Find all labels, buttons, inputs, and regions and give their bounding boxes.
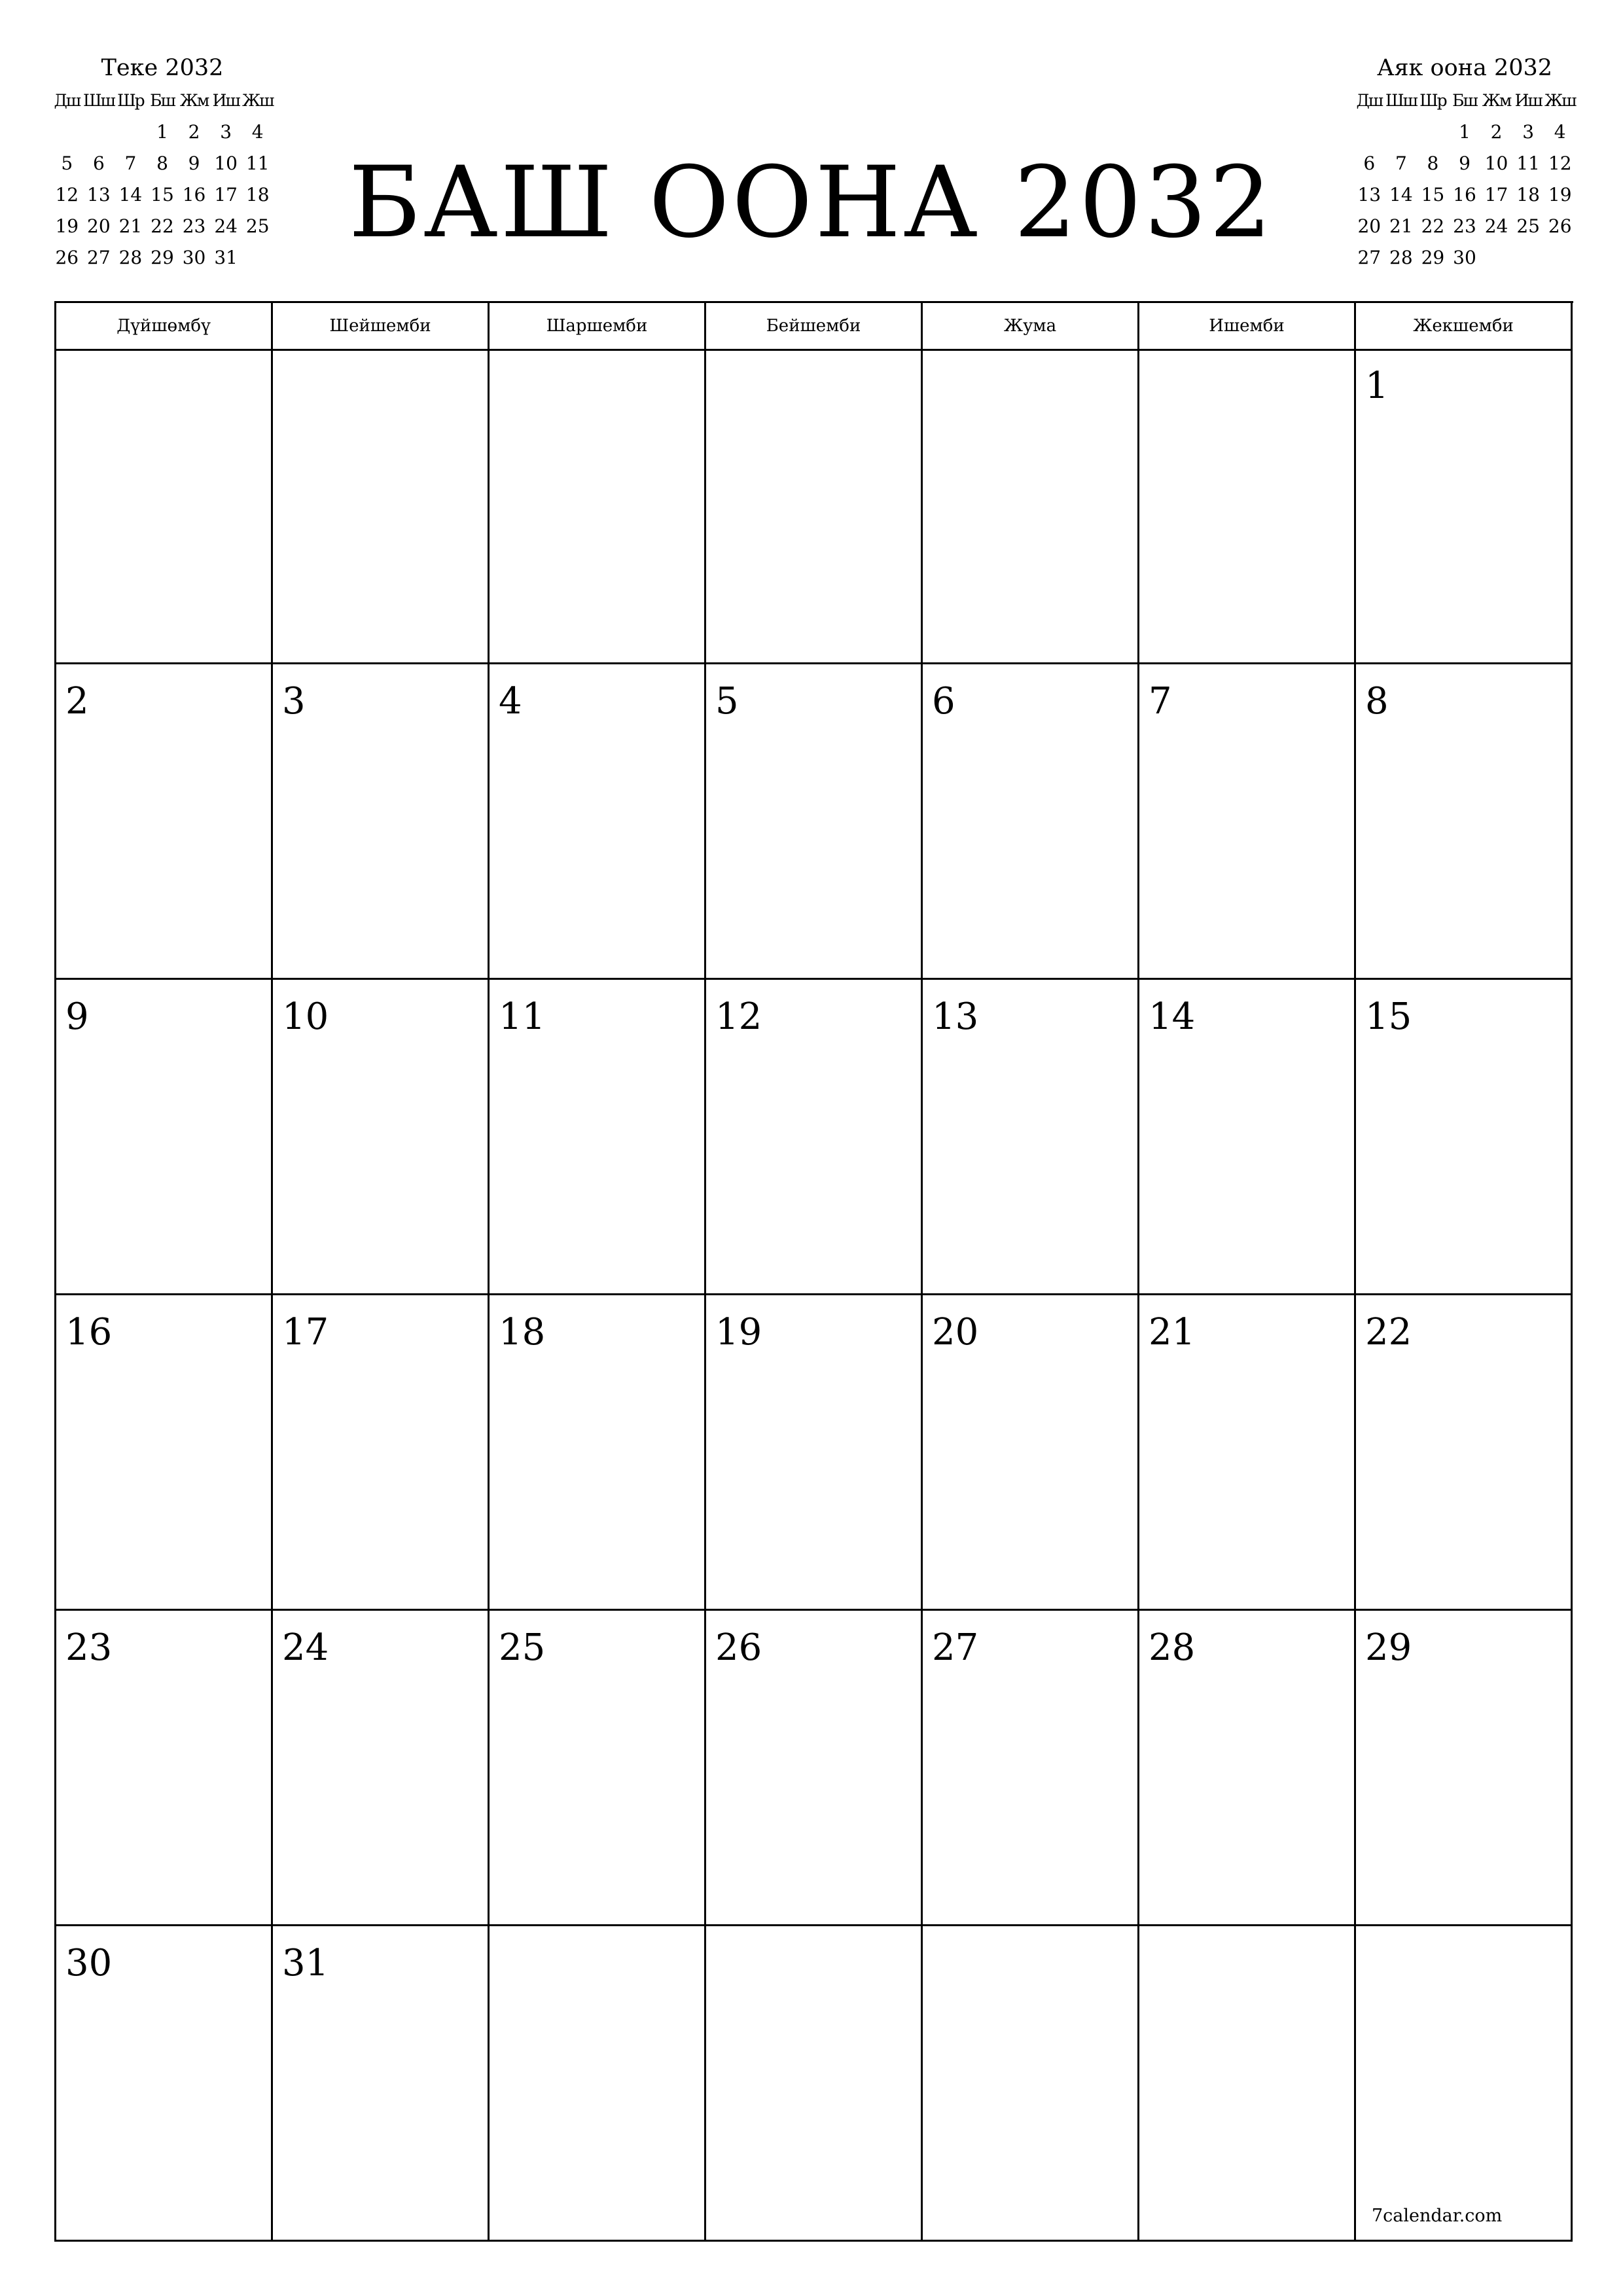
day-cell bbox=[273, 1295, 490, 1611]
day-cell bbox=[706, 1926, 923, 2242]
mini-day: 22 bbox=[1421, 215, 1445, 237]
day-number: 22 bbox=[1365, 1311, 1412, 1354]
day-number: 9 bbox=[65, 996, 89, 1038]
day-number: 21 bbox=[1149, 1311, 1196, 1354]
mini-day: 9 bbox=[188, 152, 200, 174]
mini-week bbox=[1353, 179, 1576, 211]
mini-week bbox=[51, 117, 274, 148]
page-title: БАШ ООНА 2032 bbox=[348, 146, 1275, 260]
day-cell bbox=[56, 1611, 273, 1926]
day-cell bbox=[1356, 980, 1573, 1295]
mini-weekday: Иш bbox=[212, 91, 240, 110]
day-cell bbox=[56, 1926, 273, 2242]
day-number: 19 bbox=[715, 1311, 762, 1354]
mini-week bbox=[51, 211, 274, 242]
mini-calendar-next-weekdays bbox=[1353, 85, 1576, 117]
mini-day: 5 bbox=[61, 152, 73, 174]
mini-day: 28 bbox=[1389, 247, 1413, 268]
week-row bbox=[56, 980, 1573, 1295]
day-cell bbox=[1356, 1926, 1573, 2242]
mini-day: 29 bbox=[151, 247, 174, 268]
day-cell bbox=[923, 1926, 1139, 2242]
week-row bbox=[56, 1926, 1573, 2242]
mini-day: 10 bbox=[214, 152, 238, 174]
day-cell bbox=[923, 349, 1139, 664]
day-cell bbox=[490, 664, 706, 980]
mini-day: 27 bbox=[1357, 247, 1382, 268]
mini-calendar-prev bbox=[51, 51, 274, 274]
mini-day: 30 bbox=[182, 247, 206, 268]
day-number: 30 bbox=[65, 1942, 113, 1984]
mini-weekday: Жш bbox=[1544, 91, 1576, 110]
day-cell bbox=[490, 349, 706, 664]
day-cell bbox=[1139, 1926, 1356, 2242]
weekday-header-row bbox=[56, 303, 1573, 349]
day-number: 26 bbox=[715, 1626, 762, 1669]
mini-weekday: Бш bbox=[1452, 91, 1477, 110]
mini-week bbox=[51, 179, 274, 211]
day-cell bbox=[56, 980, 273, 1295]
mini-week bbox=[1353, 117, 1576, 148]
week-row bbox=[56, 664, 1573, 980]
mini-day bbox=[241, 242, 274, 274]
day-cell bbox=[1356, 664, 1573, 980]
weekday-header: Жекшемби bbox=[1356, 303, 1573, 351]
day-number: 20 bbox=[932, 1311, 979, 1354]
mini-day: 18 bbox=[1516, 184, 1540, 206]
day-cell bbox=[56, 1295, 273, 1611]
mini-day: 19 bbox=[55, 215, 79, 237]
mini-week bbox=[51, 242, 274, 274]
mini-day: 11 bbox=[1516, 152, 1540, 174]
mini-day: 17 bbox=[214, 184, 238, 206]
mini-day: 30 bbox=[1453, 247, 1476, 268]
day-cell bbox=[923, 664, 1139, 980]
day-cell bbox=[1139, 1295, 1356, 1611]
day-cell bbox=[923, 980, 1139, 1295]
mini-weekday: Дш bbox=[1356, 91, 1383, 110]
mini-day: 28 bbox=[118, 247, 143, 268]
day-cell bbox=[706, 349, 923, 664]
mini-day: 3 bbox=[1522, 121, 1535, 143]
day-cell bbox=[273, 1611, 490, 1926]
day-number: 1 bbox=[1365, 365, 1389, 407]
mini-day: 2 bbox=[188, 121, 200, 143]
mini-day: 1 bbox=[156, 121, 168, 143]
mini-day: 25 bbox=[1516, 215, 1540, 237]
mini-weekday: Шр bbox=[1419, 91, 1446, 110]
mini-day: 6 bbox=[92, 152, 105, 174]
mini-weekday: Шш bbox=[82, 91, 115, 110]
day-number: 16 bbox=[65, 1311, 113, 1354]
day-number: 27 bbox=[932, 1626, 979, 1669]
mini-week bbox=[1353, 211, 1576, 242]
day-number: 3 bbox=[282, 680, 306, 723]
mini-day: 1 bbox=[1459, 121, 1471, 143]
day-cell bbox=[1139, 980, 1356, 1295]
day-cell bbox=[273, 1926, 490, 2242]
day-number: 4 bbox=[499, 680, 522, 723]
mini-weekday: Жм bbox=[1482, 91, 1511, 110]
day-number: 31 bbox=[282, 1942, 329, 1984]
mini-day: 21 bbox=[118, 215, 143, 237]
mini-day: 19 bbox=[1548, 184, 1572, 206]
mini-day: 3 bbox=[220, 121, 232, 143]
week-row bbox=[56, 1611, 1573, 1926]
mini-day bbox=[83, 117, 115, 148]
day-cell bbox=[490, 1926, 706, 2242]
day-cell bbox=[1139, 1611, 1356, 1926]
mini-day: 14 bbox=[118, 184, 143, 206]
day-number: 13 bbox=[932, 996, 979, 1038]
weekday-header: Шейшемби bbox=[273, 303, 490, 351]
day-cell bbox=[1356, 1295, 1573, 1611]
mini-day: 20 bbox=[1357, 215, 1382, 237]
day-number: 5 bbox=[715, 680, 739, 723]
day-number: 12 bbox=[715, 996, 762, 1038]
mini-day: 8 bbox=[1427, 152, 1439, 174]
day-number: 29 bbox=[1365, 1626, 1412, 1669]
mini-day: 8 bbox=[156, 152, 168, 174]
mini-day: 29 bbox=[1421, 247, 1445, 268]
day-number: 11 bbox=[499, 996, 546, 1038]
day-cell bbox=[1356, 1611, 1573, 1926]
mini-day bbox=[1385, 117, 1418, 148]
mini-day: 13 bbox=[1357, 184, 1382, 206]
day-cell bbox=[1139, 349, 1356, 664]
day-number: 14 bbox=[1149, 996, 1196, 1038]
mini-day bbox=[1544, 242, 1576, 274]
mini-day: 9 bbox=[1459, 152, 1471, 174]
mini-day bbox=[1353, 117, 1385, 148]
day-cell bbox=[706, 1295, 923, 1611]
mini-day: 13 bbox=[87, 184, 111, 206]
day-number: 23 bbox=[65, 1626, 113, 1669]
month-grid bbox=[54, 301, 1573, 2242]
mini-day bbox=[1512, 242, 1544, 274]
mini-weekday: Шр bbox=[117, 91, 144, 110]
mini-day: 26 bbox=[55, 247, 79, 268]
day-number: 7 bbox=[1149, 680, 1172, 723]
day-cell bbox=[706, 980, 923, 1295]
mini-day: 11 bbox=[245, 152, 270, 174]
day-number: 28 bbox=[1149, 1626, 1196, 1669]
day-cell bbox=[1139, 664, 1356, 980]
mini-day bbox=[1417, 117, 1449, 148]
week-row bbox=[56, 1295, 1573, 1611]
day-number: 25 bbox=[499, 1626, 546, 1669]
mini-day: 27 bbox=[87, 247, 111, 268]
weekday-header: Дүйшөмбү bbox=[56, 303, 273, 351]
day-cell bbox=[490, 1295, 706, 1611]
day-cell bbox=[706, 1611, 923, 1926]
mini-day: 16 bbox=[1453, 184, 1476, 206]
day-number: 10 bbox=[282, 996, 329, 1038]
mini-weekday: Бш bbox=[150, 91, 175, 110]
mini-day: 4 bbox=[1554, 121, 1566, 143]
site-credit: 7calendar.com bbox=[1372, 2206, 1503, 2226]
mini-day bbox=[1480, 242, 1512, 274]
mini-day: 15 bbox=[151, 184, 174, 206]
weekday-header: Ишемби bbox=[1139, 303, 1356, 351]
mini-week bbox=[1353, 148, 1576, 179]
mini-day: 2 bbox=[1490, 121, 1503, 143]
mini-calendar-next bbox=[1353, 51, 1576, 274]
day-number: 24 bbox=[282, 1626, 329, 1669]
mini-day bbox=[51, 117, 83, 148]
mini-day: 17 bbox=[1484, 184, 1508, 206]
mini-day: 21 bbox=[1389, 215, 1413, 237]
mini-day: 20 bbox=[87, 215, 111, 237]
day-number: 2 bbox=[65, 680, 89, 723]
day-cell bbox=[56, 349, 273, 664]
mini-day: 31 bbox=[214, 247, 238, 268]
day-cell bbox=[1356, 349, 1573, 664]
mini-day: 18 bbox=[245, 184, 270, 206]
mini-day: 25 bbox=[245, 215, 270, 237]
mini-weekday: Шш bbox=[1385, 91, 1417, 110]
mini-day: 16 bbox=[182, 184, 206, 206]
mini-day: 26 bbox=[1548, 215, 1572, 237]
day-number: 17 bbox=[282, 1311, 329, 1354]
day-cell bbox=[273, 349, 490, 664]
mini-week bbox=[51, 148, 274, 179]
mini-day: 4 bbox=[251, 121, 264, 143]
mini-week bbox=[1353, 242, 1576, 274]
mini-day: 14 bbox=[1389, 184, 1413, 206]
mini-day: 7 bbox=[124, 152, 137, 174]
day-number: 15 bbox=[1365, 996, 1412, 1038]
day-number: 18 bbox=[499, 1311, 546, 1354]
day-cell bbox=[273, 664, 490, 980]
day-cell bbox=[273, 980, 490, 1295]
mini-day: 10 bbox=[1484, 152, 1508, 174]
mini-day bbox=[115, 117, 147, 148]
mini-day: 7 bbox=[1395, 152, 1407, 174]
mini-day: 23 bbox=[1453, 215, 1476, 237]
mini-day: 24 bbox=[1484, 215, 1508, 237]
mini-calendar-next-title: Аяк оона 2032 bbox=[1376, 55, 1553, 81]
mini-weekday: Дш bbox=[54, 91, 80, 110]
mini-weekday: Иш bbox=[1514, 91, 1542, 110]
day-cell bbox=[490, 1611, 706, 1926]
day-number: 6 bbox=[932, 680, 955, 723]
mini-day: 12 bbox=[55, 184, 79, 206]
mini-day: 22 bbox=[151, 215, 174, 237]
day-cell bbox=[923, 1295, 1139, 1611]
mini-day: 12 bbox=[1548, 152, 1572, 174]
day-cell bbox=[56, 664, 273, 980]
mini-weekday: Жш bbox=[242, 91, 274, 110]
weekday-header: Шаршемби bbox=[490, 303, 706, 351]
mini-day: 6 bbox=[1363, 152, 1376, 174]
week-row bbox=[56, 349, 1573, 664]
mini-calendar-prev-weekdays bbox=[51, 85, 274, 117]
day-cell bbox=[923, 1611, 1139, 1926]
mini-day: 24 bbox=[214, 215, 238, 237]
day-cell bbox=[706, 664, 923, 980]
day-number: 8 bbox=[1365, 680, 1389, 723]
day-cell bbox=[490, 980, 706, 1295]
weekday-header: Жума bbox=[923, 303, 1139, 351]
weekday-header: Бейшемби bbox=[706, 303, 923, 351]
mini-calendar-prev-title: Теке 2032 bbox=[101, 55, 224, 81]
week-rows bbox=[56, 349, 1573, 2242]
mini-weekday: Жм bbox=[179, 91, 209, 110]
mini-day: 15 bbox=[1421, 184, 1445, 206]
mini-day: 23 bbox=[182, 215, 206, 237]
